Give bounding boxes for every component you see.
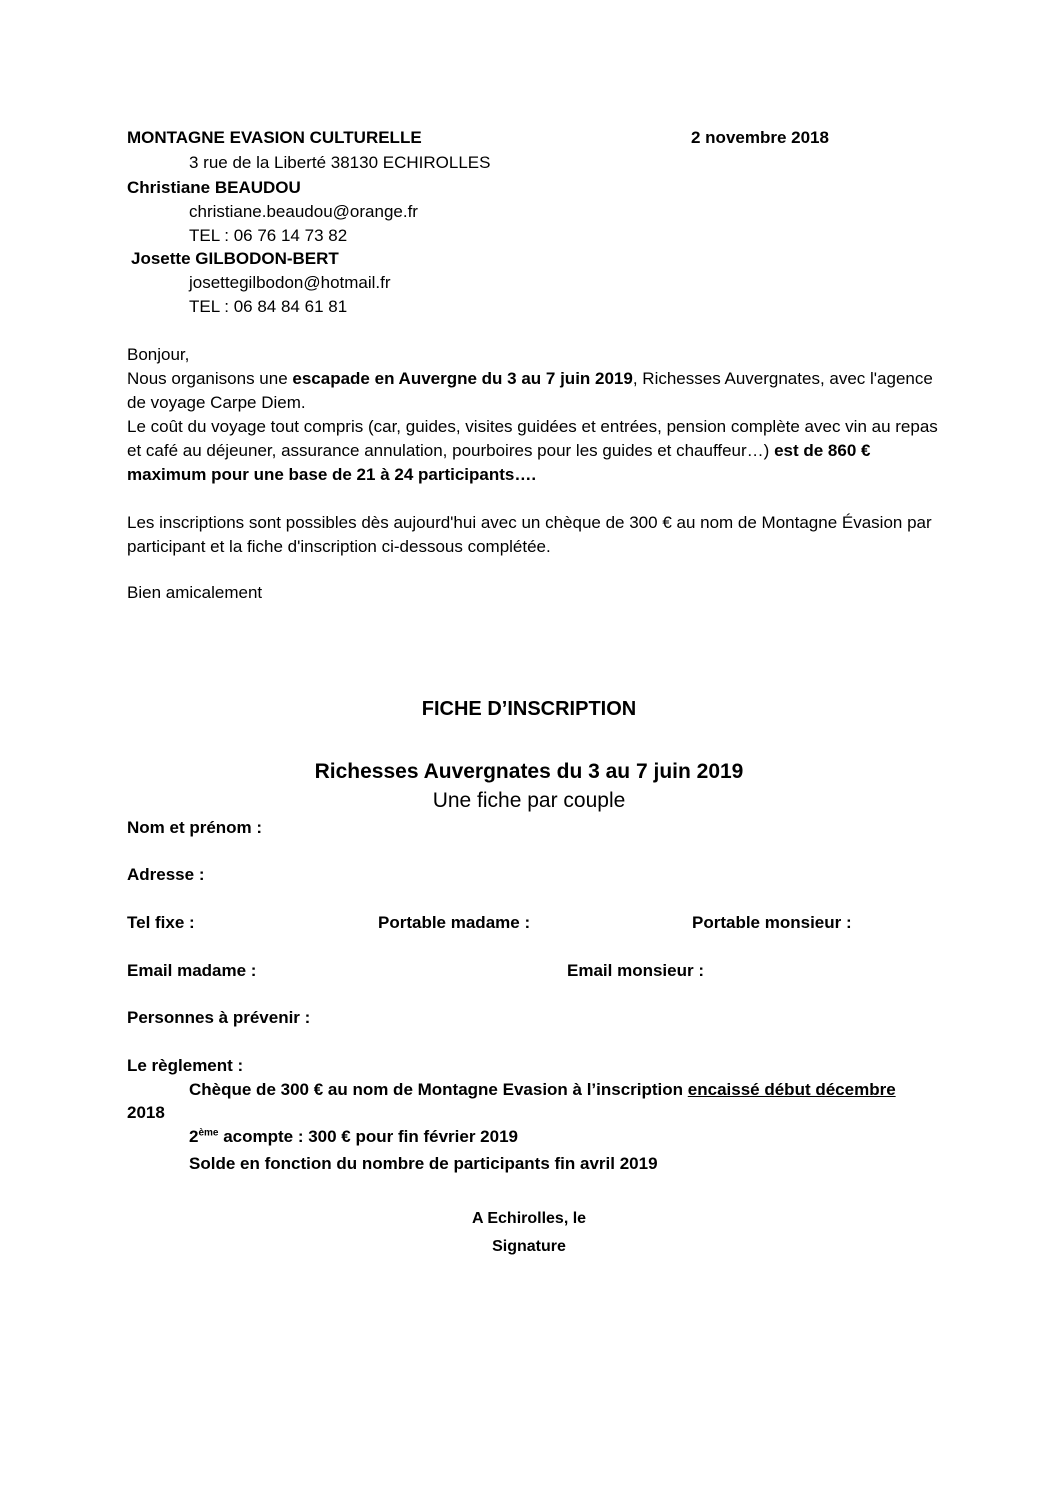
contact1-email: christiane.beaudou@orange.fr	[189, 202, 418, 221]
deposit-ordinal: ème	[198, 1127, 219, 1139]
organization-name: MONTAGNE EVASION CULTURELLE	[127, 128, 422, 147]
letter-date: 2 novembre 2018	[691, 128, 829, 147]
organization-address: 3 rue de la Liberté 38130 ECHIROLLES	[189, 153, 491, 172]
form-title: FICHE D’INSCRIPTION	[421, 698, 637, 720]
contact2-email: josettegilbodon@hotmail.fr	[189, 273, 391, 292]
payment-cheque-line	[189, 1080, 896, 1100]
closing: Bien amicalement	[127, 583, 263, 602]
payment-balance: Solde en fonction du nombre de participants fin avril 2019	[189, 1154, 658, 1173]
contact1-name: Christiane BEAUDOU	[127, 178, 301, 197]
payment-cheque-text: Chèque de 300 € au nom de Montagne Evasion à l’inscription	[189, 1080, 688, 1099]
payment-cheque-underlined: encaissé début décembre	[687, 1080, 896, 1099]
form-subtitle-note: Une fiche par couple	[432, 789, 626, 812]
portable-madame-label: Portable madame :	[378, 913, 531, 932]
deposit-number: 2	[189, 1127, 199, 1146]
paragraph-cost-text: Le coût du voyage tout compris (car, guides, visites guidées et entrées, pension complète avec vin au repas et café au déjeuner, assurance annulation, pourboires pour les guides et chauffeur…)	[127, 417, 938, 460]
deposit-text: acompte : 300 € pour fin février 2019	[218, 1127, 518, 1146]
address-label: Adresse :	[127, 865, 205, 884]
paragraph-cost-highlight: est de 860 € maximum pour une base de 21 à 24 participants….	[127, 441, 871, 484]
payment-cheque-year: 2018	[127, 1103, 165, 1122]
payment-second-deposit	[189, 1127, 518, 1147]
paragraph-registration: Les inscriptions sont possibles dès aujourd'hui avec un chèque de 300 € au nom de Montagne Évasion par participant et la fiche d'inscription ci-dessous complétée.	[127, 513, 932, 556]
paragraph-trip-text-end: , Richesses Auvergnates, avec l'agence de voyage Carpe Diem.	[127, 369, 933, 412]
signature-label: Signature	[492, 1238, 566, 1255]
payment-label: Le règlement :	[127, 1056, 244, 1075]
persons-to-notify-label: Personnes à prévenir :	[127, 1008, 311, 1027]
place-date-label: A Echirolles, le	[471, 1210, 587, 1227]
tel-fixe-label: Tel fixe :	[127, 913, 195, 932]
greeting: Bonjour,	[127, 345, 190, 364]
email-madame-label: Email madame :	[127, 961, 257, 980]
paragraph-trip-text: Nous organisons une	[127, 369, 293, 388]
contact2-phone: TEL : 06 84 84 61 81	[189, 297, 348, 316]
form-subtitle: Richesses Auvergnates du 3 au 7 juin 2019	[314, 760, 744, 783]
contact2-name: Josette GILBODON-BERT	[131, 249, 339, 268]
portable-monsieur-label: Portable monsieur :	[692, 913, 852, 932]
paragraph-trip	[127, 367, 947, 415]
paragraph-trip-highlight: escapade en Auvergne du 3 au 7 juin 2019	[292, 369, 633, 388]
name-label: Nom et prénom :	[127, 818, 263, 837]
contact1-phone: TEL : 06 76 14 73 82	[189, 226, 348, 245]
email-monsieur-label: Email monsieur :	[567, 961, 704, 980]
paragraph-cost	[127, 415, 947, 487]
